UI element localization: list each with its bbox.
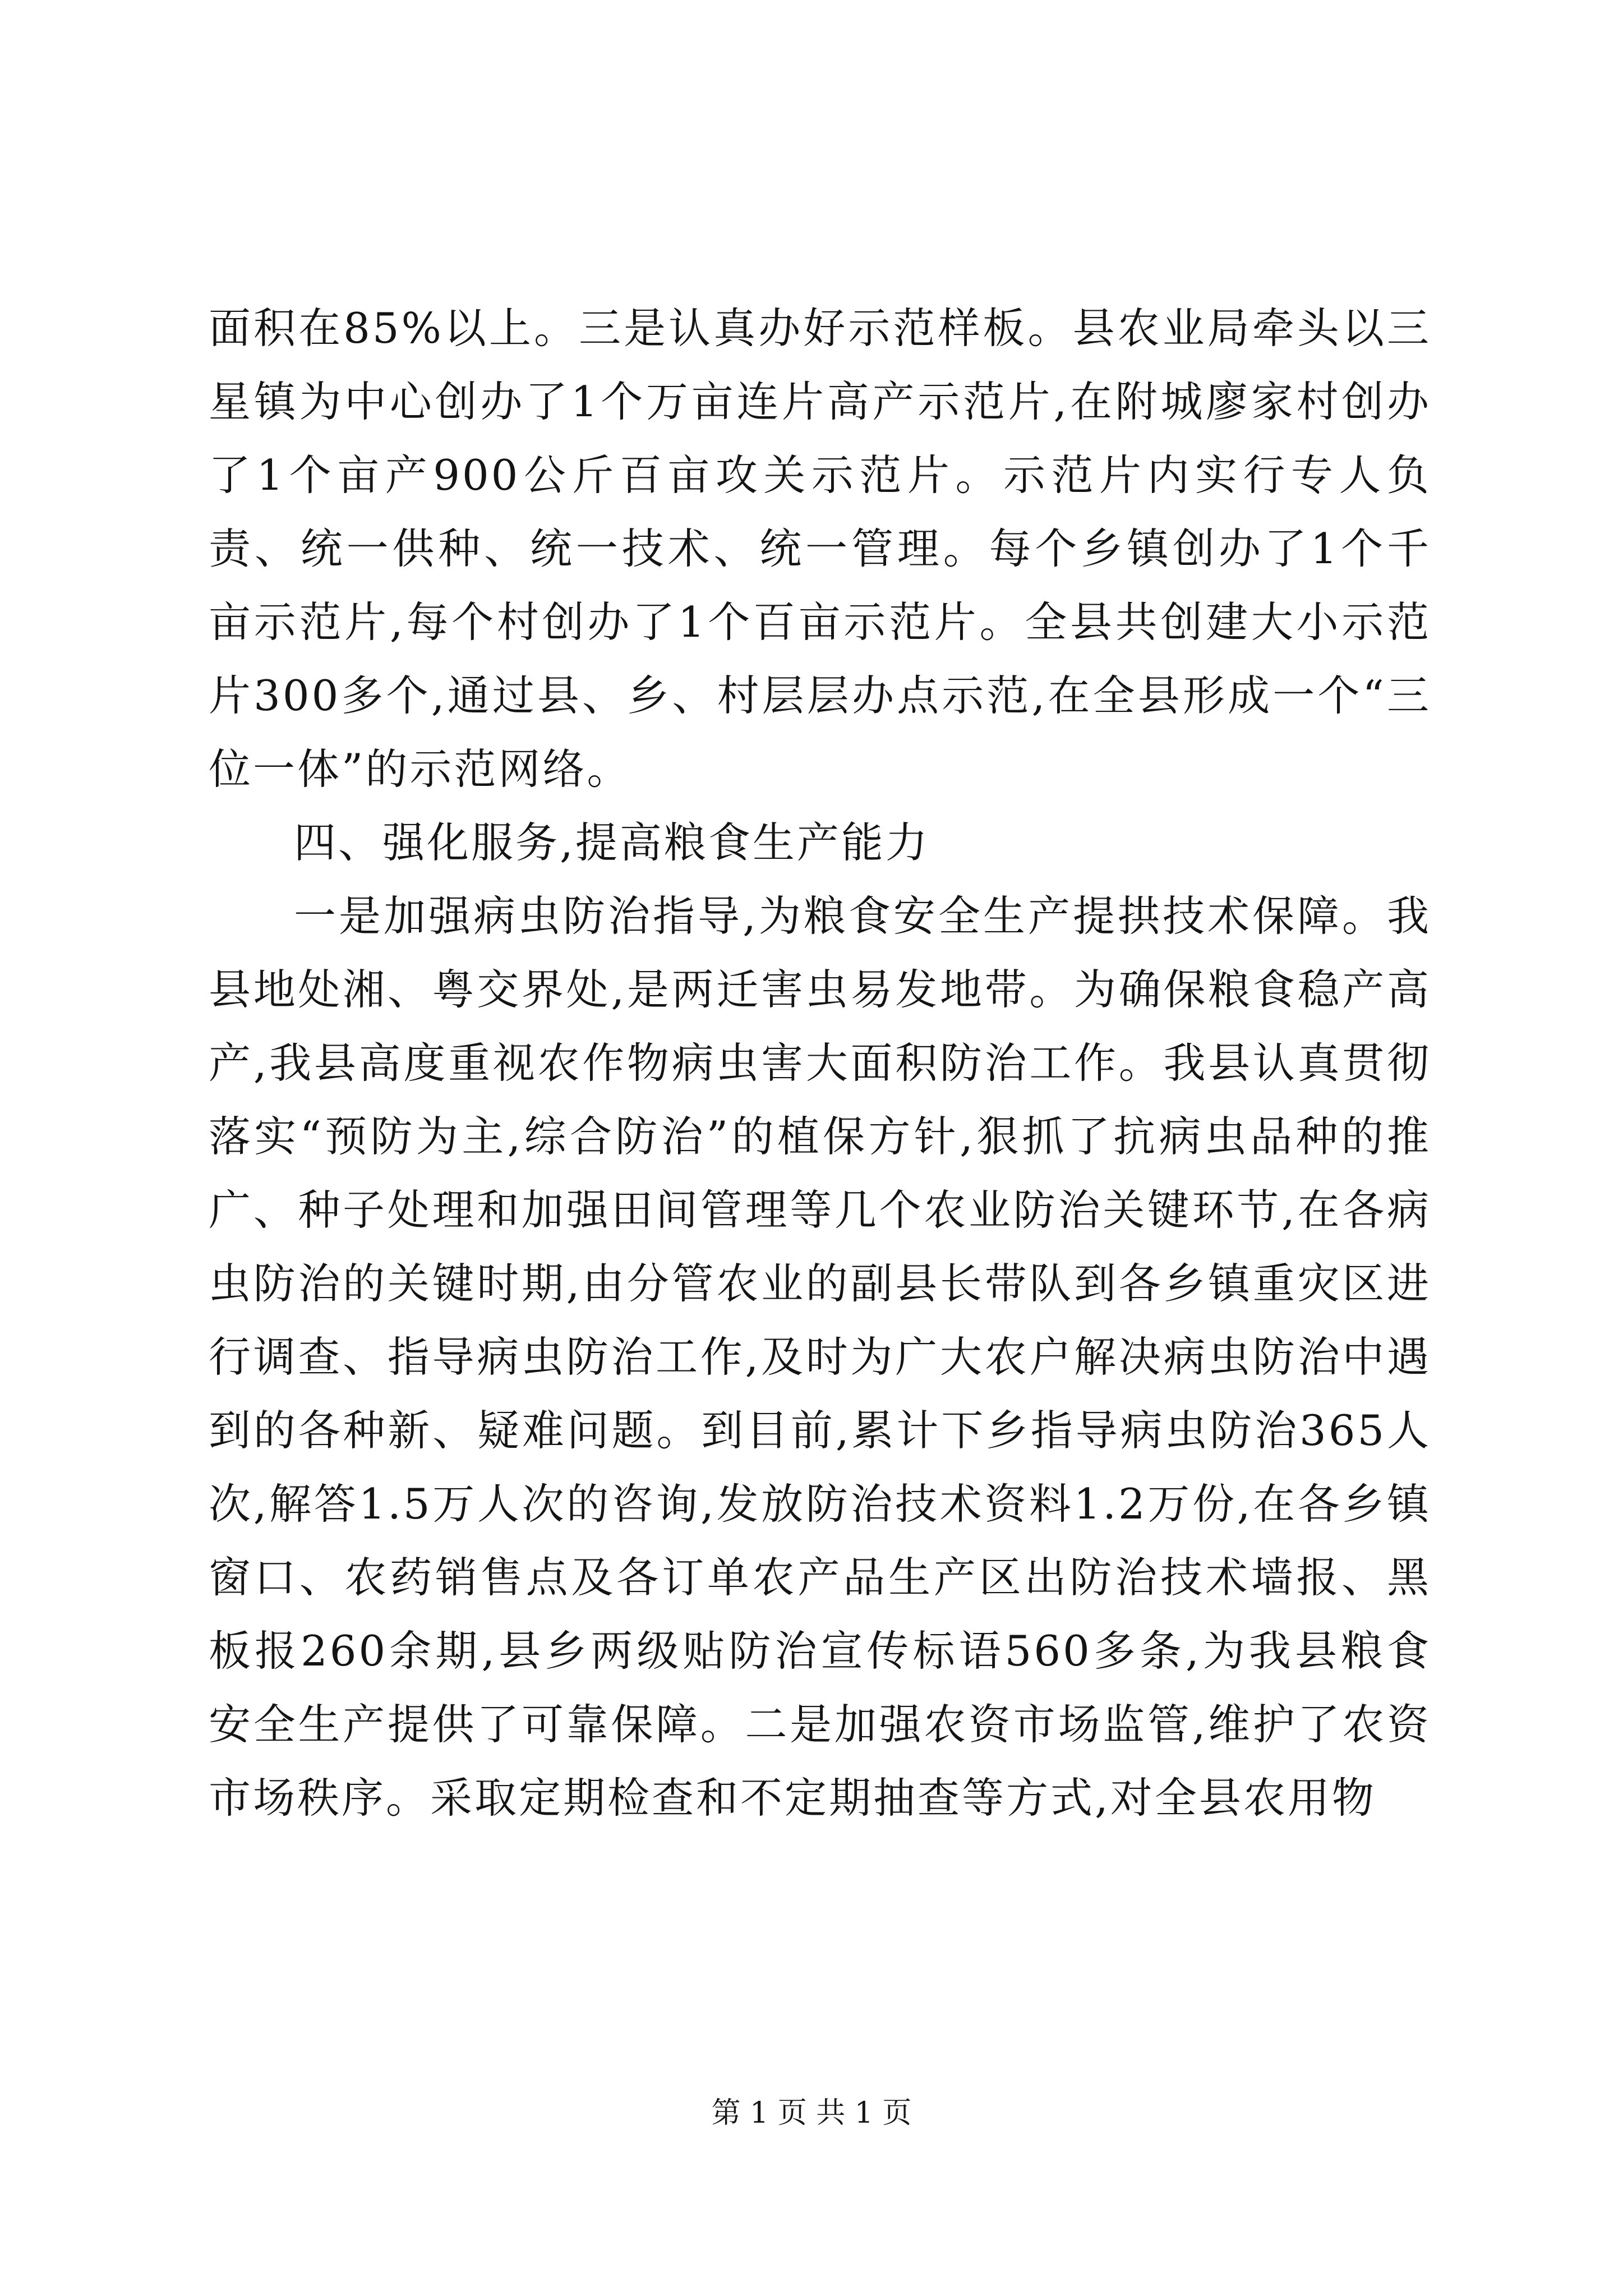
document-body xyxy=(209,292,1431,1835)
section-heading: 四、强化服务,提高粮食生产能力 xyxy=(294,818,930,867)
paragraph-pest-control: 一是加强病虫防治指导,为粮食安全生产提拱技术保障。我县地处湘、粤交界处,是两迁害虫易发地带。为确保粮食稳产高产,我县高度重视农作物病虫害大面积防治工作。我县认真贯彻落实“预防为主,综合防治”的植保方针,狠抓了抗病虫品种的推广、种子处理和加强田间管理等几个农业防治关键环节,在各病虫防治的关键时期,由分管农业的副县长带队到各乡镇重灾区进行调查、指导病虫防治工作,及时为广大农户解决病虫防治中遇到的各种新、疑难问题。到目前,累计下乡指导病虫防治365人次,解答1.5万人次的咨询,发放防治技术资料1.2万份,在各乡镇窗口、农药销售点及各订单农产品生产区出防治技术墙报、黑板报260余期,县乡两级贴防治宣传标语560多条,为我县粮食安全生产提供了可靠保障。二是加强农资市场监管,维护了农资市场秩序。采取定期检查和不定期抽查等方式,对全县农用物 xyxy=(209,891,1431,1823)
paragraph-demo-plots: 面积在85%以上。三是认真办好示范样板。县农业局牵头以三星镇为中心创办了1个万亩连片高产示范片,在附城廖家村创办了1个亩产900公斤百亩攻关示范片。示范片内实行专人负责、统一供种、统一技术、统一管理。每个乡镇创办了1个千亩示范片,每个村创办了1个百亩示范片。全县共创建大小示范片300多个,通过县、乡、村层层办点示范,在全县形成一个“三位一体”的示范网络。 xyxy=(209,303,1431,794)
page-number-footer: 第 1 页 共 1 页 xyxy=(711,2096,912,2130)
